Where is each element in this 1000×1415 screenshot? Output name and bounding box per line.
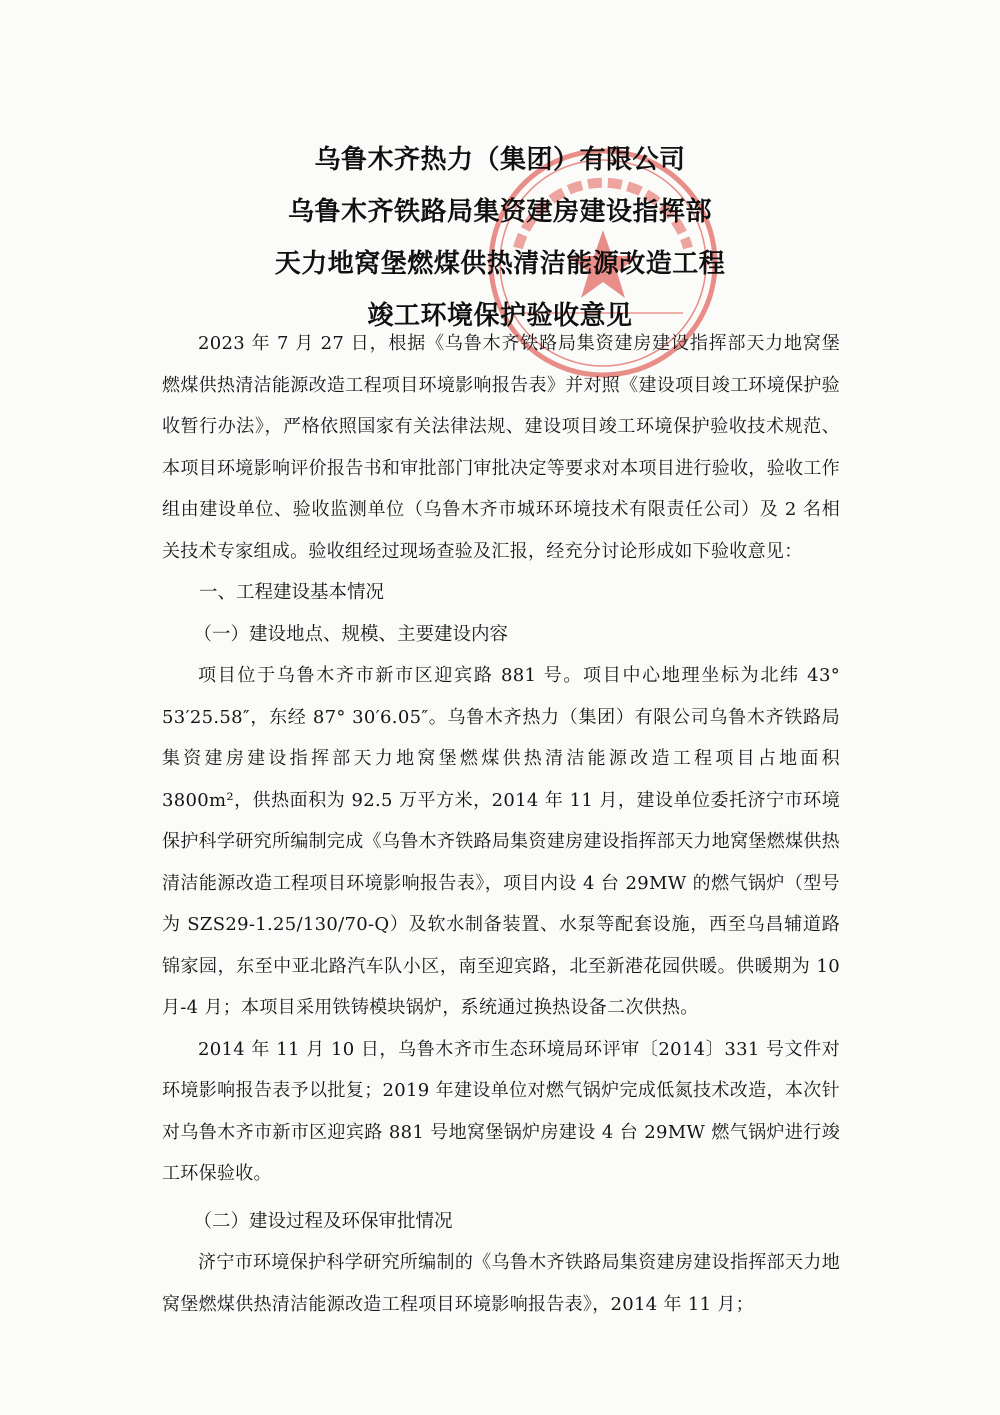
subsection-2-heading: （二）建设过程及环保审批情况 <box>193 1210 453 1232</box>
approval-paragraph: 2014 年 11 月 10 日，乌鲁木齐市生态环境局环评审〔2014〕331 号文件对环境影响报告表予以批复；2019 年建设单位对燃气锅炉完成低氮技术改造，本次针对乌鲁木齐市新市区迎宾路 881 号地窝堡锅炉房建设 4 台 29MW 燃气锅炉进行竣工环保验收。 <box>162 1038 840 1184</box>
title-subject: 竣工环境保护验收意见 <box>367 301 633 331</box>
document-title-block <box>0 134 1000 342</box>
subsection-1-heading: （一）建设地点、规模、主要建设内容 <box>193 623 508 645</box>
intro-paragraph: 2023 年 7 月 27 日，根据《乌鲁木齐铁路局集资建房建设指挥部天力地窝堡燃煤供热清洁能源改造工程项目环境影响报告表》并对照《建设项目竣工环境保护验收暂行办法》，严格依照国家有关法律法规、建设项目竣工环境保护验收技术规范、本项目环境影响评价报告书和审批部门审批决定等要求对本项目进行验收，验收工作组由建设单位、验收监测单位（乌鲁木齐市城环环境技术有限责任公司）及 2 名相关技术专家组成。验收组经过现场查验及汇报，经充分讨论形成如下验收意见： <box>162 333 840 562</box>
location-paragraph: 项目位于乌鲁木齐市新市区迎宾路 881 号。项目中心地理坐标为北纬 43° 53′25.58″，东经 87° 30′6.05″。乌鲁木齐热力（集团）有限公司乌鲁木齐铁路局集资建房建设指挥部天力地窝堡燃煤供热清洁能源改造工程项目占地面积 3800m²，供热面积为 92.5 万平方米，2014 年 11 月，建设单位委托济宁市环境保护科学研究所编制完成《乌鲁木齐铁路局集资建房建设指挥部天力地窝堡燃煤供热清洁能源改造工程项目环境影响报告表》，项目内设 4 台 29MW 的燃气锅炉（型号为 SZS29-1.25/130/70-Q）及软水制备装置、水泵等配套设施，西至乌昌辅道路锦家园，东至中亚北路汽车队小区，南至迎宾路，北至新港花园供暖。供暖期为 10 月-4 月；本项目采用铁铸模块锅炉，系统通过换热设备二次供热。 <box>162 665 840 1018</box>
title-department: 乌鲁木齐铁路局集资建房建设指挥部 <box>287 197 712 227</box>
process-paragraph: 济宁市环境保护科学研究所编制的《乌鲁木齐铁路局集资建房建设指挥部天力地窝堡燃煤供热清洁能源改造工程项目环境影响报告表》，2014 年 11 月； <box>162 1252 840 1315</box>
title-project: 天力地窝堡燃煤供热清洁能源改造工程 <box>274 249 726 279</box>
section-1-heading: 一、工程建设基本情况 <box>199 582 385 603</box>
title-company: 乌鲁木齐热力（集团）有限公司 <box>314 145 686 175</box>
document-body <box>162 323 840 1325</box>
